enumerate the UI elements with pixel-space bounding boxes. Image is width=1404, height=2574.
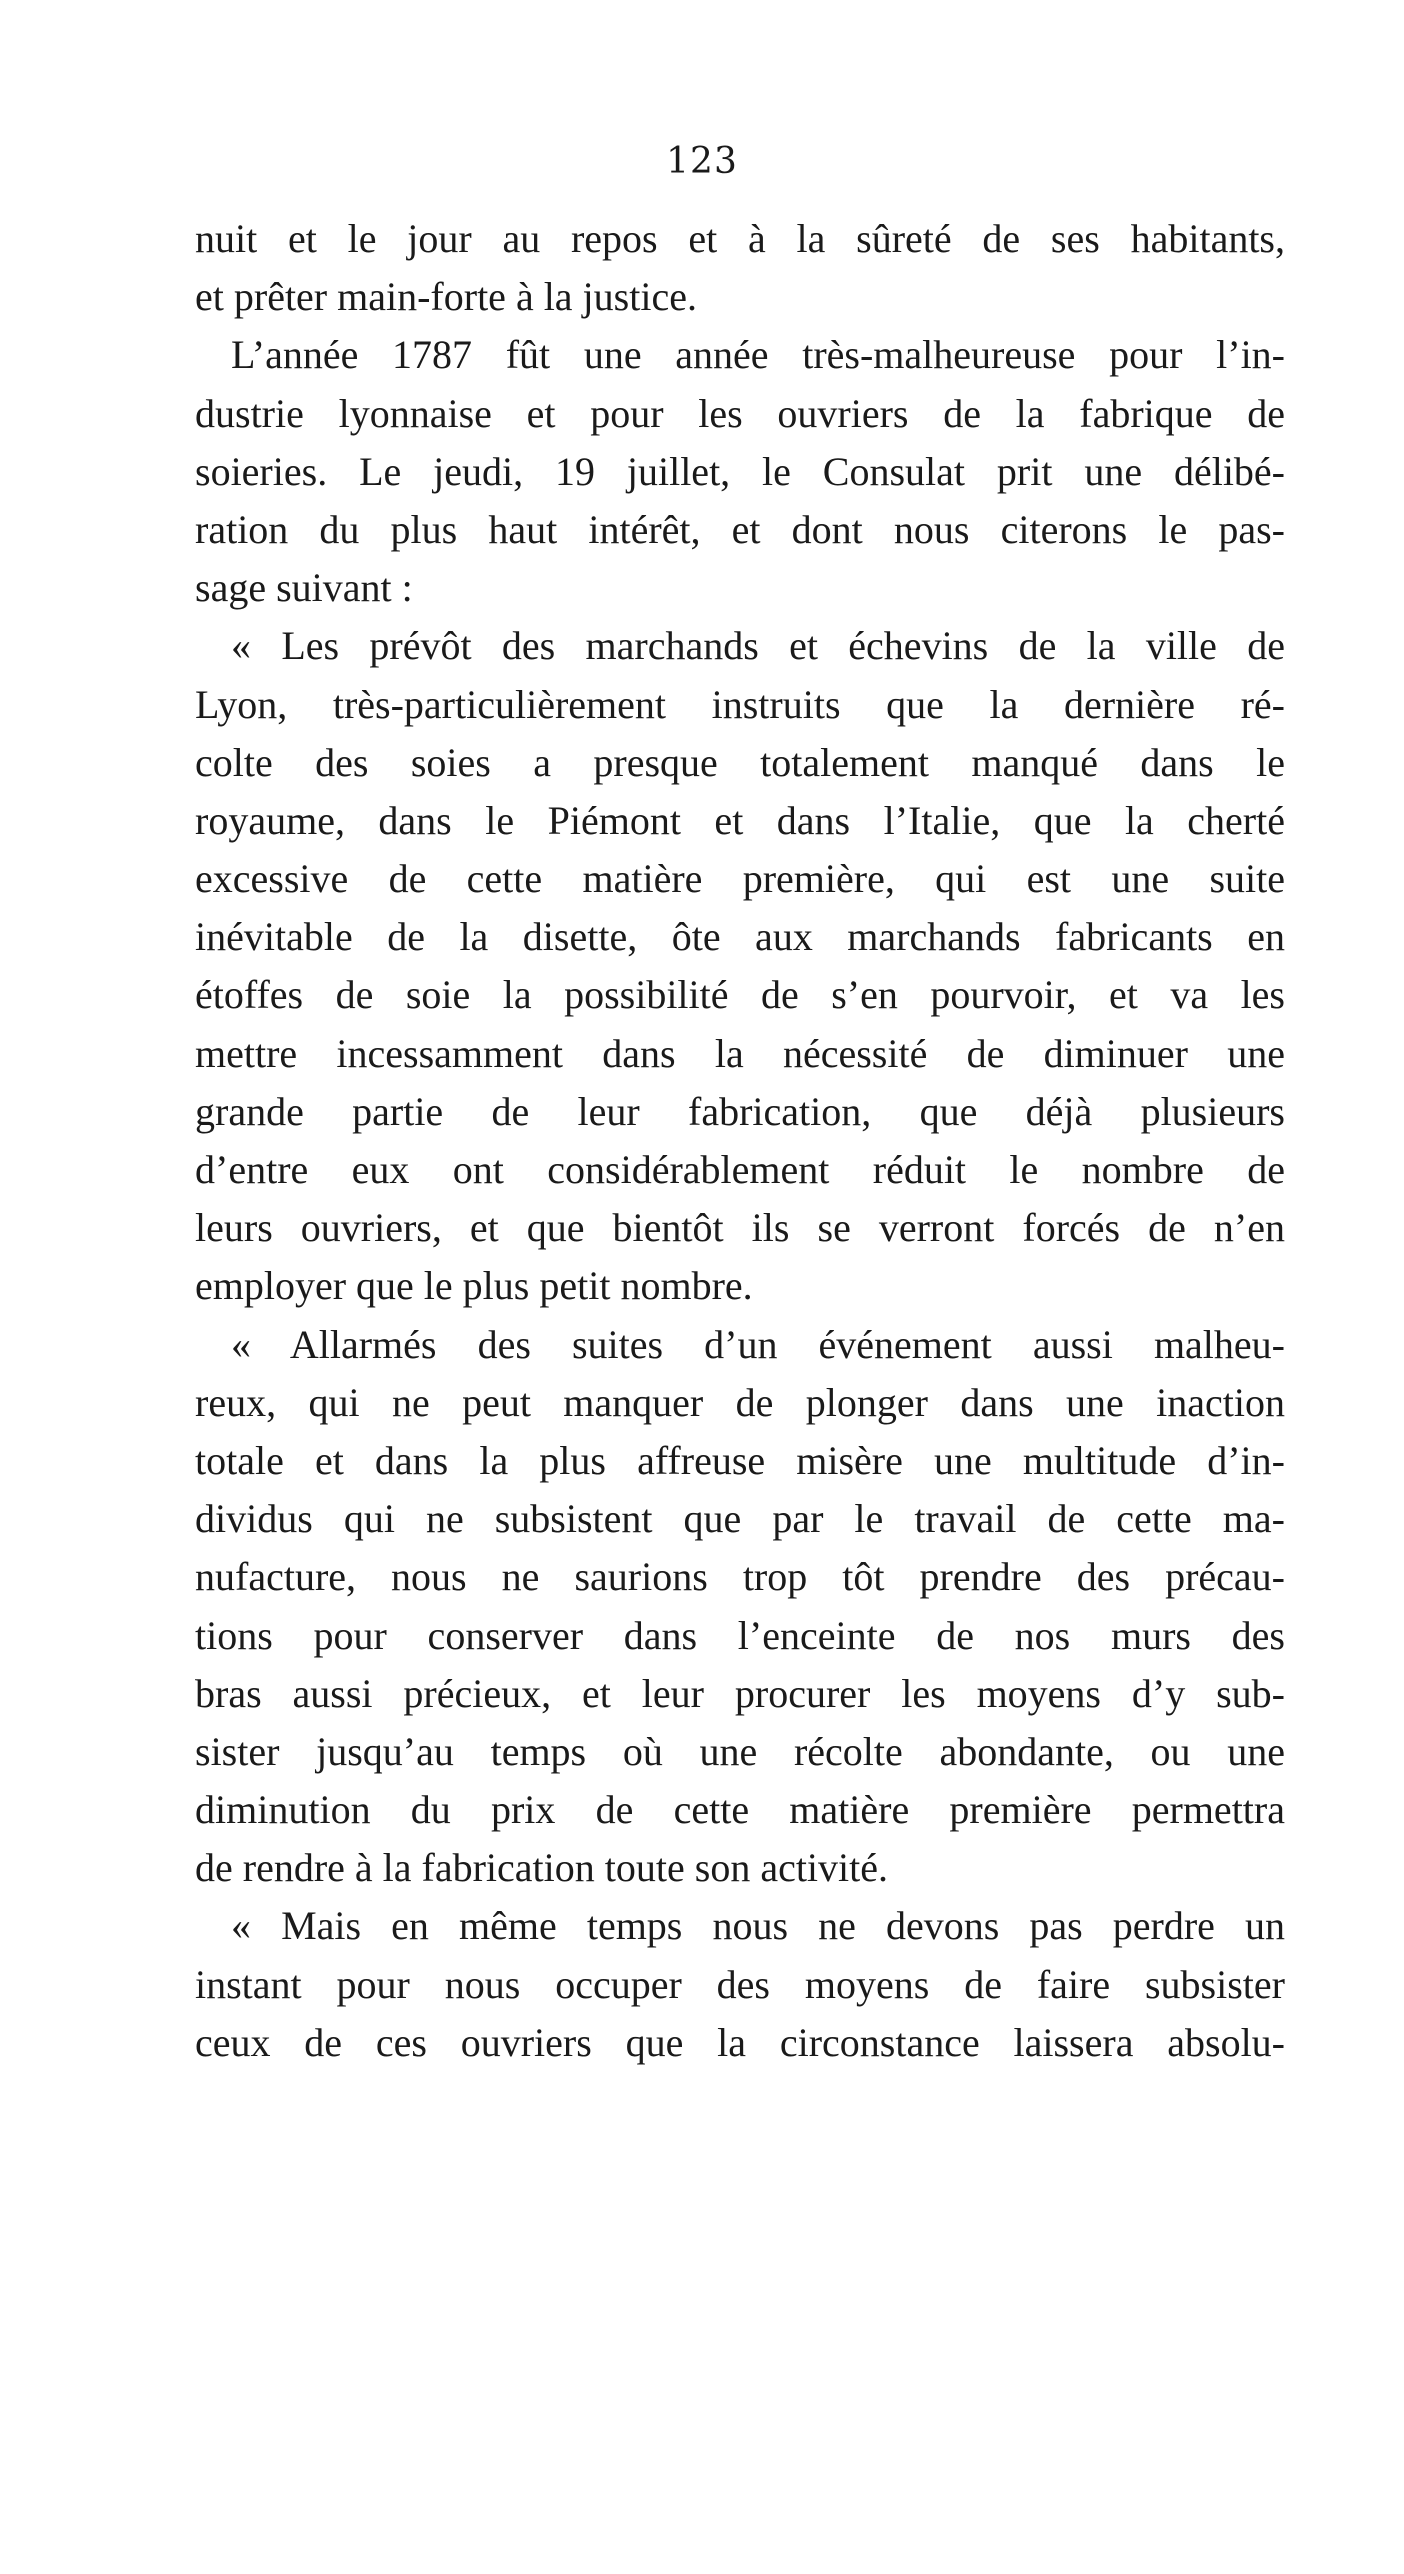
text-line: ration du plus haut intérêt, et dont nous citerons le pas- <box>195 506 1285 552</box>
text-line: L’année 1787 fût une année très-malheureuse pour l’in- <box>231 332 1285 378</box>
text-line: colte des soies a presque totalement manqué dans le <box>195 739 1285 785</box>
text-line: instant pour nous occuper des moyens de faire subsister <box>195 1961 1285 2007</box>
paragraph-4 <box>195 1316 1285 1898</box>
text-line: excessive de cette matière première, qui est une suite <box>195 856 1285 902</box>
text-line: nufacture, nous ne saurions trop tôt prendre des précau- <box>195 1554 1285 1600</box>
paragraph-2 <box>195 326 1285 617</box>
text-line: de rendre à la fabrication toute son activité. <box>195 1845 889 1891</box>
text-line: sage suivant : <box>195 565 413 611</box>
paragraph-3 <box>195 617 1285 1315</box>
text-line: soieries. Le jeudi, 19 juillet, le Consulat prit une délibé- <box>195 448 1285 494</box>
page-number: 123 <box>666 141 738 182</box>
text-line: royaume, dans le Piémont et dans l’Italie, que la cherté <box>195 797 1285 843</box>
text-line: nuit et le jour au repos et à la sûreté de ses habitants, <box>195 216 1285 261</box>
paragraph-1 <box>195 210 1285 326</box>
paragraph-5 <box>195 1897 1285 2072</box>
text-line: grande partie de leur fabrication, que déjà plusieurs <box>195 1088 1285 1134</box>
text-line: employer que le plus petit nombre. <box>195 1263 753 1309</box>
text-line: bras aussi précieux, et leur procurer les moyens d’y sub- <box>195 1670 1285 1716</box>
text-line: et prêter main-forte à la justice. <box>195 274 697 320</box>
text-line: ceux de ces ouvriers que la circonstance laissera absolu- <box>195 2019 1285 2065</box>
text-line: reux, qui ne peut manquer de plonger dans une inaction <box>195 1379 1285 1425</box>
text-line: leurs ouvriers, et que bientôt ils se verront forcés de n’en <box>195 1205 1285 1251</box>
text-line: mettre incessamment dans la nécessité de diminuer une <box>195 1030 1285 1076</box>
text-line: « Allarmés des suites d’un événement aussi malheu- <box>231 1321 1285 1367</box>
text-line: Lyon, très-particulièrement instruits que la dernière ré- <box>195 681 1285 727</box>
text-line: dustrie lyonnaise et pour les ouvriers de la fabrique de <box>195 390 1285 436</box>
text-line: « Mais en même temps nous ne devons pas perdre un <box>231 1903 1285 1949</box>
text-line: inévitable de la disette, ôte aux marchands fabricants en <box>195 914 1285 960</box>
body-text <box>195 210 1285 2072</box>
text-line: diminution du prix de cette matière première permettra <box>195 1787 1285 1833</box>
text-line: totale et dans la plus affreuse misère une multitude d’in- <box>195 1437 1285 1483</box>
text-line: étoffes de soie la possibilité de s’en pourvoir, et va les <box>195 972 1285 1018</box>
text-line: sister jusqu’au temps où une récolte abondante, ou une <box>195 1728 1285 1774</box>
text-line: dividus qui ne subsistent que par le travail de cette ma- <box>195 1496 1285 1542</box>
text-line: « Les prévôt des marchands et échevins de la ville de <box>231 623 1285 669</box>
text-line: d’entre eux ont considérablement réduit le nombre de <box>195 1147 1285 1192</box>
text-line: tions pour conserver dans l’enceinte de nos murs des <box>195 1612 1285 1658</box>
